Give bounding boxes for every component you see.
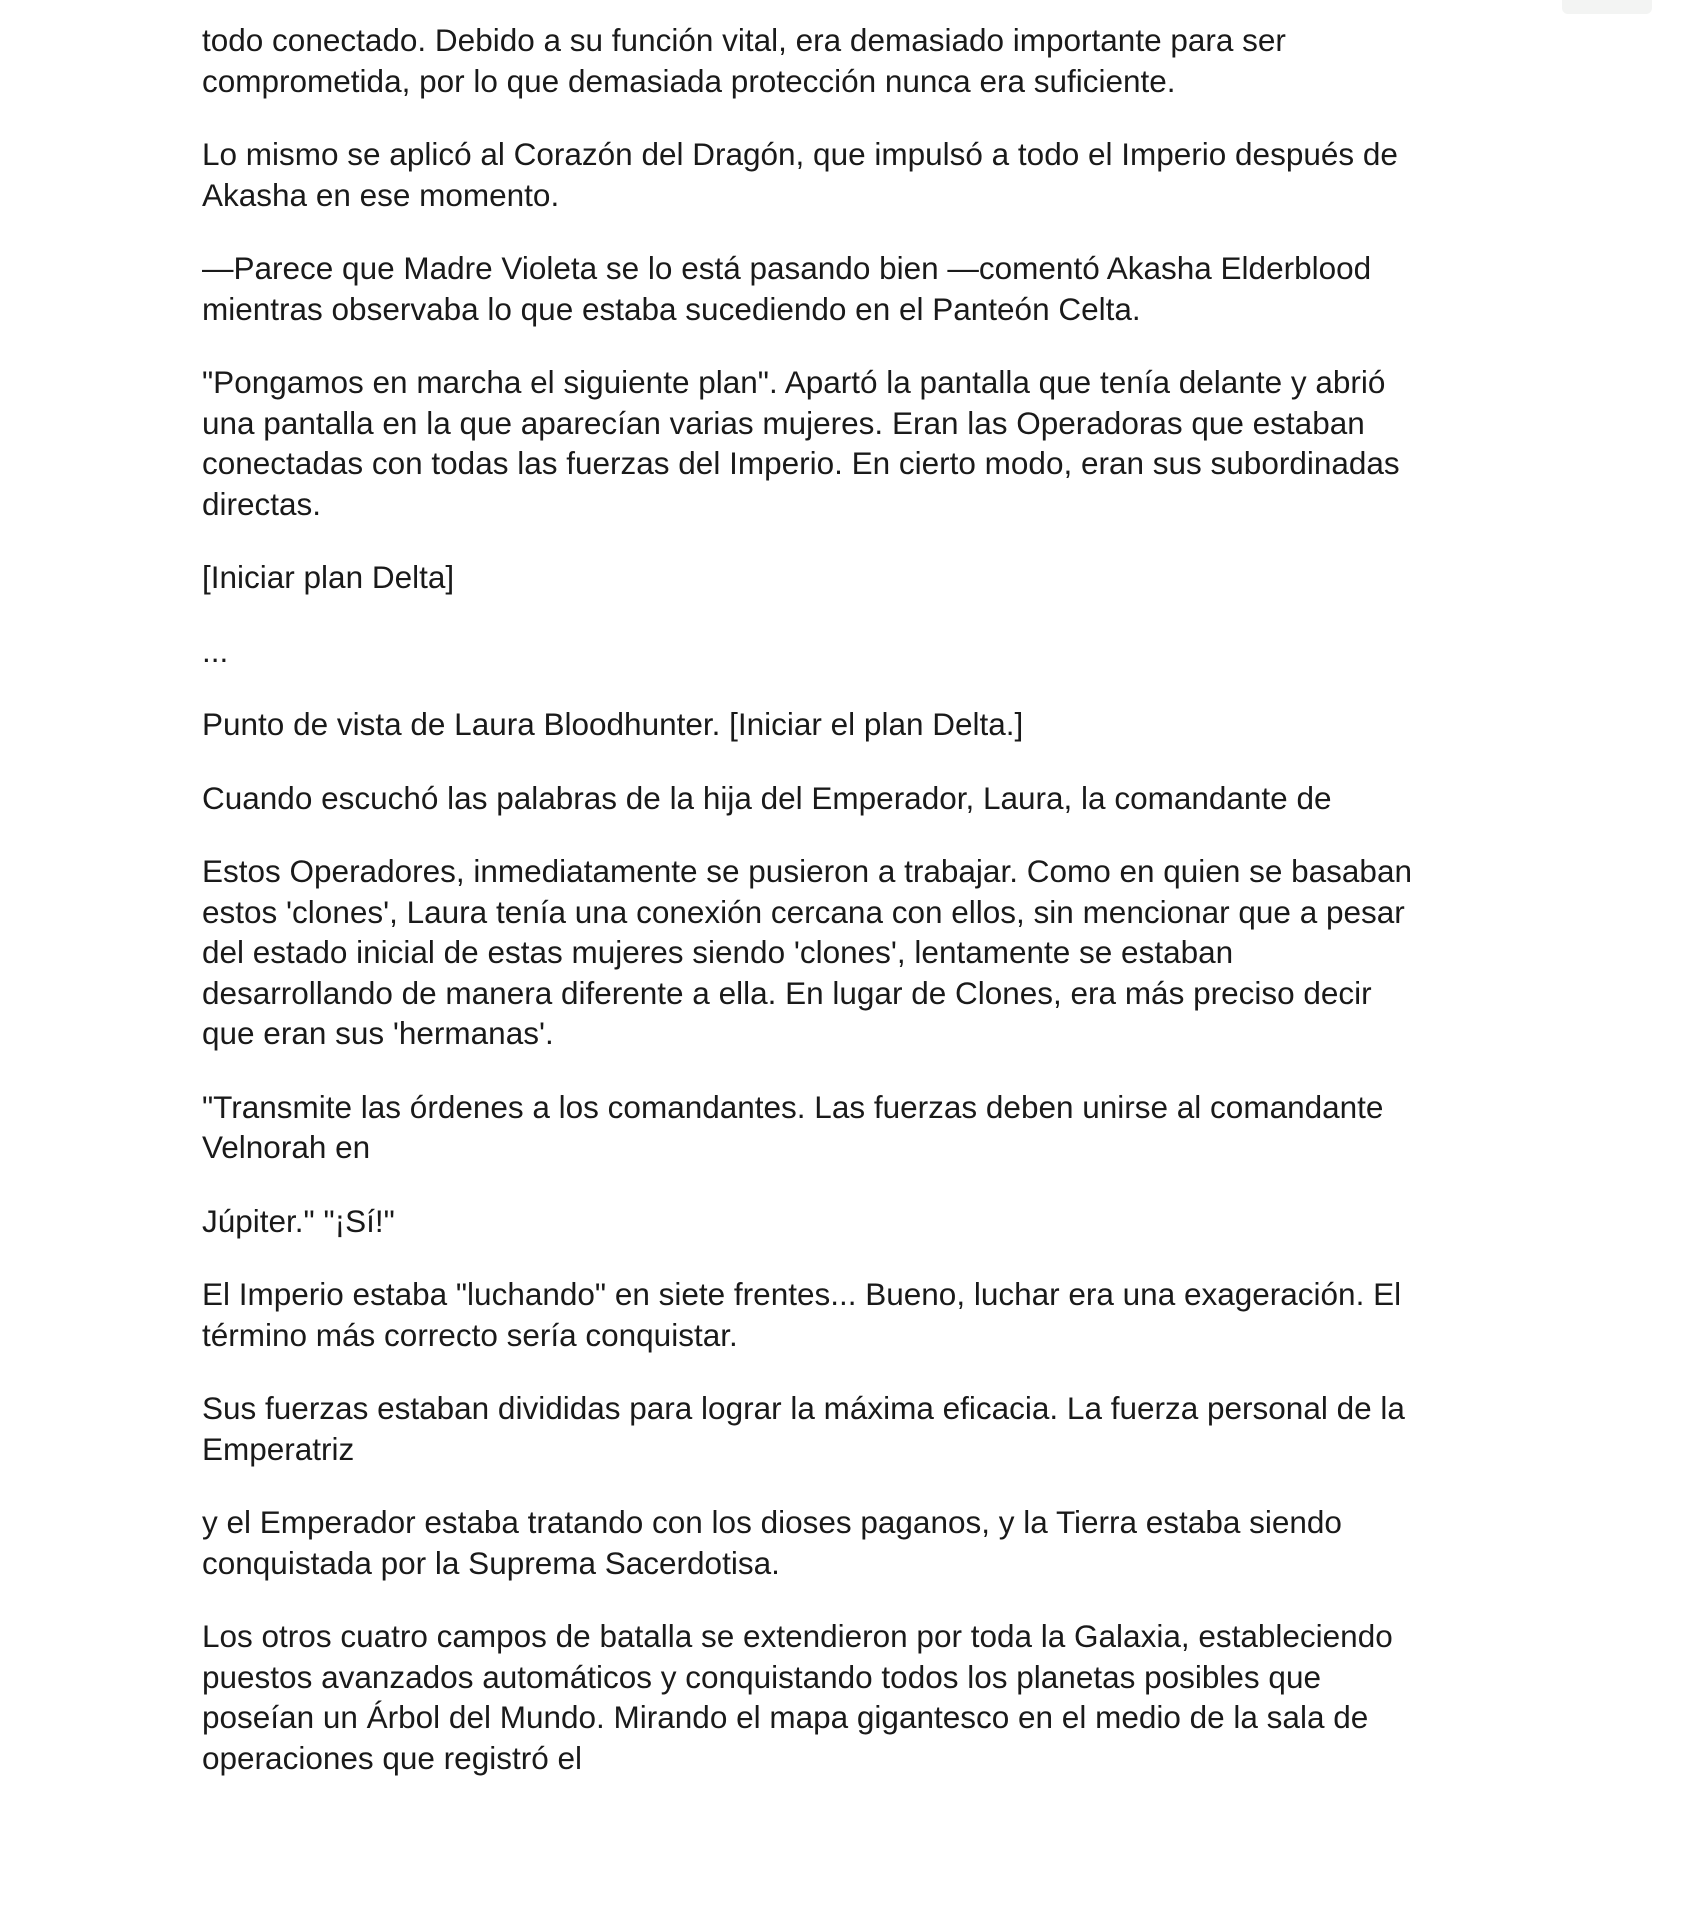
paragraph: [Iniciar plan Delta] bbox=[202, 559, 455, 595]
corner-tab bbox=[1562, 0, 1652, 14]
paragraph: ... bbox=[202, 632, 229, 669]
paragraph: "Pongamos en marcha el siguiente plan". Apartó la pantalla que tenía delante y abrió una pantalla en la que aparecían varias mujeres. Eran las Operadoras que estaban conectadas con todas las fuerzas del Imperio. En cierto modo, eran sus subordinadas directas. bbox=[202, 364, 1400, 522]
paragraph: Punto de vista de Laura Bloodhunter. [Iniciar el plan Delta.] bbox=[202, 706, 1024, 742]
paragraph: Los otros cuatro campos de batalla se extendieron por toda la Galaxia, estableciendo puestos avanzados automáticos y conquistando todos los planetas posibles que poseían un Árbol del Mundo. Mirando el mapa gigantesco en el medio de la sala de operaciones que registró el bbox=[202, 1618, 1393, 1776]
paragraph: Estos Operadores, inmediatamente se pusieron a trabajar. Como en quien se basaban estos 'clones', Laura tenía una conexión cercana con ellos, sin mencionar que a pesar del estado inicial de estas mujeres siendo 'clones', lentamente se estaban desarrollando de manera diferente a ella. En lugar de Clones, era más preciso decir que eran sus 'hermanas'. bbox=[202, 853, 1412, 1051]
paragraph: "Transmite las órdenes a los comandantes. Las fuerzas deben unirse al comandante Velnorah en bbox=[202, 1088, 1384, 1165]
paragraph: Cuando escuchó las palabras de la hija del Emperador, Laura, la comandante de bbox=[202, 779, 1332, 816]
paragraph: Sus fuerzas estaban divididas para lograr la máxima eficacia. La fuerza personal de la Emperatriz bbox=[202, 1390, 1405, 1467]
paragraph: Júpiter." "¡Sí!" bbox=[202, 1202, 395, 1239]
paragraph: y el Emperador estaba tratando con los dioses paganos, y la Tierra estaba siendo conquistada por la Suprema Sacerdotisa. bbox=[202, 1504, 1342, 1581]
paragraph: todo conectado. Debido a su función vital, era demasiado importante para ser comprometida, por lo que demasiada protección nunca era suficiente. bbox=[202, 22, 1286, 99]
document-body bbox=[202, 20, 1512, 1811]
paragraph: —Parece que Madre Violeta se lo está pasando bien —comentó Akasha Elderblood mientras observaba lo que estaba sucediendo en el Panteón Celta. bbox=[202, 250, 1372, 327]
paragraph: Lo mismo se aplicó al Corazón del Dragón, que impulsó a todo el Imperio después de Akasha en ese momento. bbox=[202, 136, 1398, 213]
paragraph: El Imperio estaba "luchando" en siete frentes... Bueno, luchar era una exageración. El término más correcto sería conquistar. bbox=[202, 1276, 1402, 1353]
